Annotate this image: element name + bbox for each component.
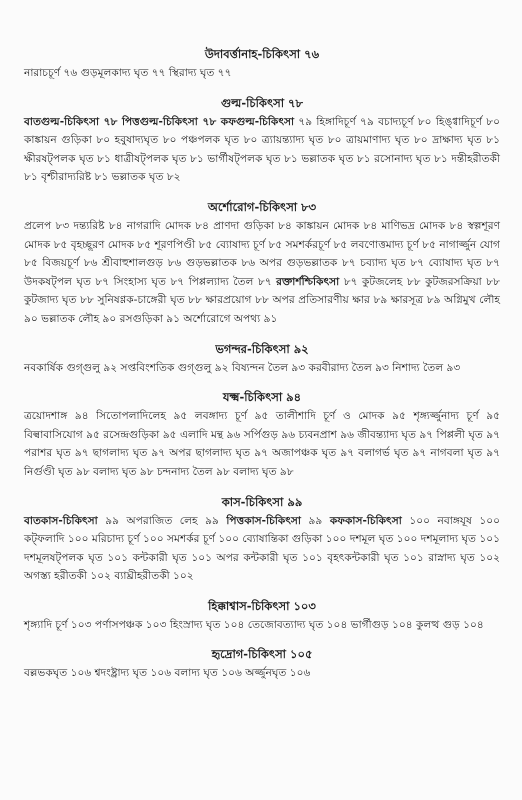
index-section (24, 44, 500, 83)
entry-text: শৃঙ্গ্যাদি চূর্ণ ১০৩ পর্ণাসপঞ্চক ১০৩ হিংস্রাদ্য ঘৃত ১০৪ তেজোবত্যাদ্য ঘৃত ১০৪ ভার্গীগুড় ১০৪ (24, 618, 413, 631)
entry-text: প্রলেপ ৮৩ দন্ত্যরিষ্ট ৮৪ নাগরাদি মোদক ৮৪ প্রাণদা গুড়িকা ৮৪ কাঙ্কায়ন মোদক ৮৪ মাণিভদ্র (24, 219, 415, 232)
section-entries (24, 512, 500, 586)
section-heading: যক্ষ্ম-চিকিৎসা ৯৪ (222, 390, 302, 405)
index-section (24, 644, 500, 683)
section-entries (24, 217, 500, 329)
entry-text: তৈল ৯৩ (422, 361, 461, 374)
section-heading: অর্শোরোগ-চিকিৎসা ৮৩ (207, 199, 317, 214)
subsection-title: বাতকাস-চিকিৎসা (24, 514, 98, 527)
section-heading: কাস-চিকিৎসা ৯৯ (221, 494, 303, 509)
entry-text: মোদক ৮৪ স্বল্পশূরণ মোদক ৮৫ বৃহচ্ছূরণ মোদক ৮৫ শূরণপিণ্ডী ৮৫ ব্যোষাদ্য চূর্ণ ৮৫ সমশর্করচূর্ণ (24, 219, 500, 251)
section-entries (24, 616, 500, 635)
subsection-title: পিত্তকাস-চিকিৎসা (226, 514, 301, 527)
entry-text: ৯৯ অপরাজিত লেহ ৯৯ (97, 514, 227, 527)
entry-text: ৮৫ লবণোত্তমাদ্য চূর্ণ ৮৫ নাগার্জ্জুন যোগ ৮৫ বিজয়চূর্ণ ৮৬ শ্রীবাহুশালগুড় ৮৬ গুড়ভল্লাতক ৮৬ (24, 238, 500, 270)
entry-text: ৮৭ পিপ্পল্যাদ্য তৈল ৮৭ (170, 275, 277, 288)
subsection-title: কফকাস-চিকিৎসা (329, 514, 402, 527)
entry-text: অজাপঞ্চক ঘৃত ৯৭ বলাগর্ভ ঘৃত ৯৭ নাগবলা ঘৃত ৯৭ নির্গুণ্ডী ঘৃত ৯৮ বলাদ্য ঘৃত ৯৮ চন্দনাদ্য (24, 447, 500, 478)
section-heading: হৃদ্রোগ-চিকিৎসা ১০৫ (211, 647, 313, 662)
entry-text: ১০২ (173, 570, 194, 583)
entry-text: জীবন্ত্যাদ্য ঘৃত ৯৭ পিপ্পলী ঘৃত ৯৭ পরাশর ঘৃত ৯৭ ছাগলাদ্য ঘৃত ৯৭ অপর ছাগলাদ্য ঘৃত ৯৭ (24, 428, 501, 460)
section-entries (24, 64, 500, 83)
index-section (24, 492, 500, 586)
index-section (24, 197, 500, 329)
entry-text: লৌহ ৯০ ভল্লাতক লৌহ ৯০ রসগুড়িকা ৯১ অর্শোরোগে অপথ্য ৯১ (24, 294, 500, 325)
entry-text: কন্টকারী ঘৃত ১০১ বৃহৎকন্টকারী ঘৃত ১০১ রাস্নাদ্য ঘৃত ১০২ অগস্ত্য হরীতকী ১০২ ব্যাঘ্রীহরীতকী (24, 551, 501, 583)
section-entries (24, 664, 500, 683)
entry-text: ৮৮ সুনিষণ্ণক-চাঙ্গেরী ঘৃত ৮৮ ক্ষারপ্রয়োগ ৮৮ অপর প্রতিসারণীয় ক্ষার ৮৯ ক্ষারসূত্র ৮৯ অগ্নিমুখ (80, 294, 476, 307)
section-heading: গুল্ম-চিকিৎসা ৭৮ (220, 95, 303, 110)
section-heading: হিক্কাশ্বাস-চিকিৎসা ১০৩ (208, 598, 316, 613)
entry-text: ৭৯ হিঙ্গাদিচূর্ণ ৭৯ বচাদ্যচূর্ণ ৮০ (294, 115, 432, 128)
subsection-title: রক্তার্শশ্চিকিৎসা (276, 275, 340, 288)
entry-text: হিঙ্গ্বাদিচূর্ণ ৮০ কাঙ্কায়ন গুড়িকা ৮০ হবুষাদ্যঘৃত ৮০ পঞ্চপলক ঘৃত ৮০ ত্র্যায়ন্ত্যাদ্য ঘৃত ৮০ (24, 115, 501, 147)
section-entries (24, 407, 500, 481)
section-entries (24, 359, 500, 378)
entry-text: ৮৭ কুটজলেহ ৮৮ কুটজরসক্রিয়া ৮৮ কুটজাদ্য ঘৃত (24, 275, 500, 307)
entry-text: দশমূল ঘৃত ১০০ দশমূলাদ্য ঘৃত ১০১ দশমূলষট্পলক ঘৃত ১০১ কন্টকারী ঘৃত ১০১ অপর (24, 533, 500, 564)
entry-text: ত্রয়োদশাঙ্গ ৯৪ সিতোপলাদিলেহ ৯৫ লবঙ্গাদ্য চূর্ণ ৯৫ তালীশাদি চূর্ণ ও মোদক ৯৫ শৃঙ্গ্যর্জ্জুনাদ্য (24, 410, 459, 423)
entry-text: চূর্ণ ৯৫ বিল্বাবাসিযোগ ৯৫ রসেন্দ্রগুড়িকা ৯৫ এলাদি মন্থ ৯৬ সর্পিগুড় ৯৬ চ্যবনপ্রাশ ৯৬ (24, 410, 500, 441)
subsection-title: বাতগুল্ম-চিকিৎসা ৭৮ পিত্তগুল্ম-চিকিৎসা ৭৮ কফগুল্ম-চিকিৎসা (24, 115, 295, 128)
index-section (24, 387, 500, 481)
index-section (24, 596, 500, 635)
entry-text: বল্লভকঘৃত ১০৬ শ্বদংষ্ট্রাদ্য ঘৃত ১০৬ বলাদ্য ঘৃত ১০৬ অর্জ্জুনঘৃত ১০৬ (24, 667, 311, 680)
entry-text: তৈল ৯৮ বলাদ্য ঘৃত ৯৮ (192, 465, 294, 478)
entry-text: কুলত্থ গুড় ১০৪ (415, 618, 484, 631)
entry-text: অপর গুড়ভল্লাতক ৮৭ চব্যাদ্য ঘৃত ৮৭ ব্যোষাদ্য ঘৃত ৮৭ উদকষট্পল ঘৃত ৮৭ সিংহাস্য ঘৃত (24, 257, 500, 288)
entry-text: ১০০ (401, 514, 430, 527)
index-section (24, 339, 500, 378)
entry-text: নারাচচূর্ণ ৭৬ গুড়মূলকাদ্য ঘৃত ৭৭ স্থিরাদ্য ঘৃত ৭৭ (24, 67, 232, 79)
index-section (24, 93, 500, 187)
entry-text: ঘৃত ৮২ (148, 171, 181, 184)
entry-text: ঘৃত ৮১ ভল্লাতক ঘৃত ৮১ রসোনাদ্য ঘৃত ৮১ দন্তীহরীতকী ৮১ বৃশ্চীরাদ্যরিষ্ট ৮১ ভল্লাতক (24, 152, 500, 184)
section-entries (24, 113, 500, 187)
section-heading: উদাবর্ত্তানাহ-চিকিৎসা ৭৬ (204, 47, 320, 61)
entry-text: ৯৯ (301, 514, 330, 527)
entry-text: ত্রায়মাণাদ্য ঘৃত ৮০ দ্রাক্ষাদ্য ঘৃত ৮১ ক্ষীরষট্পলক ঘৃত ৮১ ধাত্রীষট্পলক ঘৃত ৮১ ভার্গীষট্পলক (24, 134, 500, 165)
entry-text: নবাঙ্গযূষ ১০০ কট্ফলাদি ১০০ মরিচাদ্য চূর্ণ ১০০ সমশর্কর চূর্ণ ১০০ ব্যোষান্তিকা গুড়িকা ১০০ (24, 514, 500, 546)
entry-text: নবকার্ষিক গুগ্গুলু ৯২ সপ্তবিংশতিক গুগ্গুলু ৯২ বিষ্যন্দন তৈল ৯৩ করবীরাদ্য তৈল ৯৩ নিশাদ্য (24, 361, 420, 374)
section-heading: ভগন্দর-চিকিৎসা ৯২ (215, 341, 309, 356)
